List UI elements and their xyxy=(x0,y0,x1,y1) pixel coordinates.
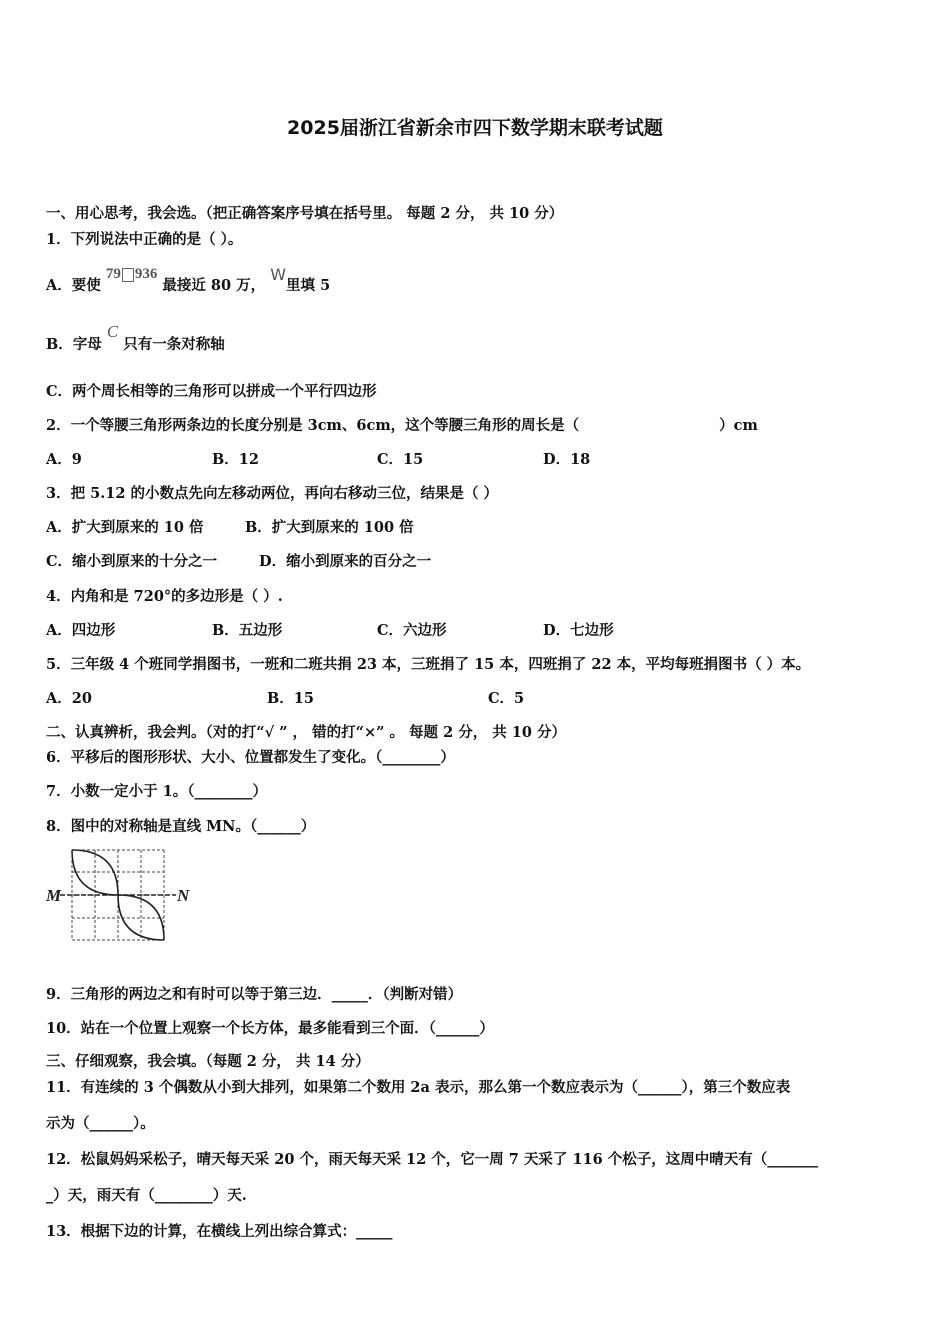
question-12-line-2: _）天，雨天有（________）天. xyxy=(46,1187,247,1204)
blank-box-icon xyxy=(122,268,134,282)
question-3-option-a: A．扩大到原来的 10 倍 xyxy=(46,519,204,536)
question-3-option-b: B．扩大到原来的 100 倍 xyxy=(245,519,414,536)
question-3-option-d: D．缩小到原来的百分之一 xyxy=(259,553,432,570)
symmetry-figure xyxy=(44,845,194,949)
question-8: 8．图中的对称轴是直线 MN。（______） xyxy=(46,818,316,835)
question-7: 7．小数一定小于 1。（________） xyxy=(46,783,267,800)
section-3-heading: 三、仔细观察，我会填。（每题 2 分， 共 14 分） xyxy=(46,1053,370,1070)
label-m: M xyxy=(46,886,62,905)
question-2-option-c: C．15 xyxy=(377,451,424,468)
question-5-stem: 5．三年级 4 个班同学捐图书，一班和二班共捐 23 本，三班捐了 15 本，四班捐了 22 本，平均每班捐图书（ ）本。 xyxy=(46,656,811,673)
question-4-option-a: A．四边形 xyxy=(46,622,116,639)
grid-figure xyxy=(44,845,194,945)
question-1-option-c: C．两个周长相等的三角形可以拼成一个平行四边形 xyxy=(46,383,377,400)
letter-c: C xyxy=(106,322,119,341)
question-1-option-a xyxy=(46,265,331,295)
question-1-option-b: B．字母 C 只有一条对称轴 xyxy=(46,322,225,353)
question-13: 13．根据下边的计算，在横线上列出综合算式：_____ xyxy=(46,1223,393,1240)
question-4-option-d: D．七边形 xyxy=(543,622,614,639)
question-2-option-d: D．18 xyxy=(543,451,591,468)
question-2-option-a: A．9 xyxy=(46,451,82,468)
question-2-stem: 2．一个等腰三角形两条边的长度分别是 3cm、6cm，这个等腰三角形的周长是（ ）cm xyxy=(46,417,758,434)
option-a-prefix: A．要使 xyxy=(46,277,101,294)
blank-number: 79 936 xyxy=(105,266,158,282)
option-a-suffix: 里填 5 xyxy=(286,277,331,294)
question-12-line-1: 12．松鼠妈妈采松子，晴天每天采 20 个，雨天每天采 12 个，它一周 7 天采了 116 个松子，这周中晴天有（_______ xyxy=(46,1151,819,1168)
label-n: N xyxy=(177,886,190,905)
question-1-stem: 1．下列说法中正确的是（ ）。 xyxy=(46,231,243,248)
question-5-option-b: B．15 xyxy=(267,690,314,707)
section-2-heading: 二、认真辨析，我会判。（对的打“√ ” ， 错的打“×” 。 每题 2 分， 共 10 分） xyxy=(46,724,567,741)
question-6: 6．平移后的图形形状、大小、位置都发生了变化。（________） xyxy=(46,749,455,766)
question-4-stem: 4．内角和是 720°的多边形是（ ）. xyxy=(46,588,283,605)
question-3-option-c: C．缩小到原来的十分之一 xyxy=(46,553,218,570)
question-4-option-b: B．五边形 xyxy=(212,622,283,639)
question-3-stem: 3．把 5.12 的小数点先向左移动两位，再向右移动三位，结果是（ ） xyxy=(46,485,499,502)
question-2-option-b: B．12 xyxy=(212,451,259,468)
question-11-line-1: 11．有连续的 3 个偶数从小到大排列，如果第二个数用 2a 表示，那么第一个数应表示为（______），第三个数应表 xyxy=(46,1079,791,1096)
question-5-option-a: A．20 xyxy=(46,690,92,707)
section-1-heading: 一、用心思考，我会选。（把正确答案序号填在括号里。 每题 2 分， 共 10 分） xyxy=(46,205,564,222)
question-10: 10．站在一个位置上观察一个长方体，最多能看到三个面．（______） xyxy=(46,1020,494,1037)
question-5-option-c: C．5 xyxy=(488,690,525,707)
question-9: 9．三角形的两边之和有时可以等于第三边．_____．（判断对错） xyxy=(46,986,463,1003)
page-title: 2025届浙江省新余市四下数学期末联考试题 xyxy=(287,117,663,139)
w-symbol: W xyxy=(270,265,287,284)
option-a-middle: 最接近 80 万， xyxy=(162,277,266,294)
question-11-line-2: 示为（______）。 xyxy=(46,1115,155,1132)
question-4-option-c: C．六边形 xyxy=(377,622,447,639)
